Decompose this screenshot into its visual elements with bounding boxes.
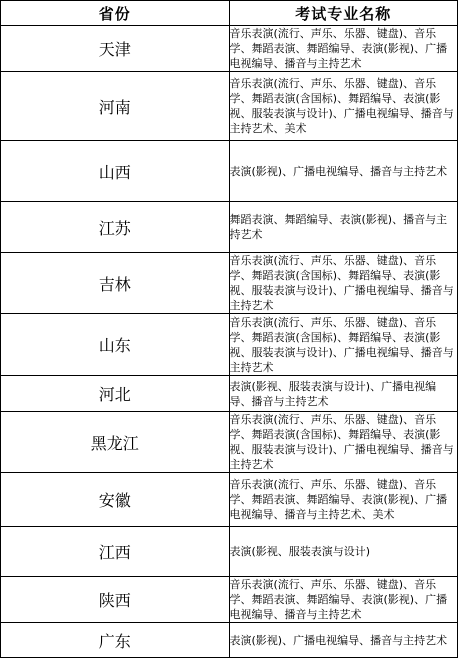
majors-cell: 表演(影视)、广播电视编导、播音与主持艺术 <box>229 623 458 658</box>
province-cell: 江苏 <box>1 202 230 253</box>
table-row <box>1 412 458 473</box>
province-cell: 天津 <box>1 26 230 72</box>
province-cell: 江西 <box>1 527 230 577</box>
majors-cell: 表演(影视、服装表演与设计)、广播电视编导、播音与主持艺术 <box>229 376 458 412</box>
majors-cell: 音乐表演(流行、声乐、乐器、键盘)、音乐学、舞蹈表演(含国标)、舞蹈编导、表演(影视、服装表演与设计)、广播电视编导、播音与主持艺术 <box>229 253 458 314</box>
table-row <box>1 527 458 577</box>
province-cell: 山西 <box>1 141 230 202</box>
majors-cell: 音乐表演(流行、声乐、乐器、键盘)、音乐学、舞蹈表演(含国标)、舞蹈编导、表演(影视、服装表演与设计)、广播电视编导、播音与主持艺术 <box>229 314 458 376</box>
majors-cell: 音乐表演(流行、声乐、乐器、键盘)、音乐学、舞蹈表演、舞蹈编导、表演(影视)、广播电视编导、播音与主持艺术 <box>229 26 458 72</box>
majors-cell: 音乐表演(流行、声乐、乐器、键盘)、音乐学、舞蹈表演(含国标)、舞蹈编导、表演(影视、服装表演与设计)、广播电视编导、播音与主持艺术 <box>229 412 458 473</box>
table-row <box>1 202 458 253</box>
province-column-header: 省份 <box>1 1 230 26</box>
table-header-row <box>1 1 458 26</box>
majors-cell: 表演(影视)、广播电视编导、播音与主持艺术 <box>229 141 458 202</box>
province-cell: 广东 <box>1 623 230 658</box>
province-cell: 河南 <box>1 72 230 141</box>
table-row <box>1 577 458 623</box>
table-row <box>1 376 458 412</box>
table-row <box>1 72 458 141</box>
province-cell: 吉林 <box>1 253 230 314</box>
province-cell: 黑龙江 <box>1 412 230 473</box>
province-cell: 安徽 <box>1 473 230 527</box>
table-row <box>1 623 458 658</box>
table-row <box>1 314 458 376</box>
province-cell: 山东 <box>1 314 230 376</box>
province-cell: 河北 <box>1 376 230 412</box>
majors-cell: 音乐表演(流行、声乐、乐器、键盘)、音乐学、舞蹈表演(含国标)、舞蹈编导、表演(影视、服装表演与设计)、广播电视编导、播音与主持艺术、美术 <box>229 72 458 141</box>
table-row <box>1 26 458 72</box>
majors-cell: 表演(影视、服装表演与设计) <box>229 527 458 577</box>
table-row <box>1 473 458 527</box>
major-column-header: 考试专业名称 <box>229 1 458 26</box>
table-row <box>1 253 458 314</box>
majors-cell: 音乐表演(流行、声乐、乐器、键盘)、音乐学、舞蹈表演、舞蹈编导、表演(影视)、广播电视编导、播音与主持艺术 <box>229 577 458 623</box>
majors-cell: 音乐表演(流行、声乐、乐器、键盘)、音乐学、舞蹈表演、舞蹈编导、表演(影视)、广播电视编导、播音与主持艺术、美术 <box>229 473 458 527</box>
province-cell: 陕西 <box>1 577 230 623</box>
table-row <box>1 141 458 202</box>
majors-cell: 舞蹈表演、舞蹈编导、表演(影视)、播音与主持艺术 <box>229 202 458 253</box>
